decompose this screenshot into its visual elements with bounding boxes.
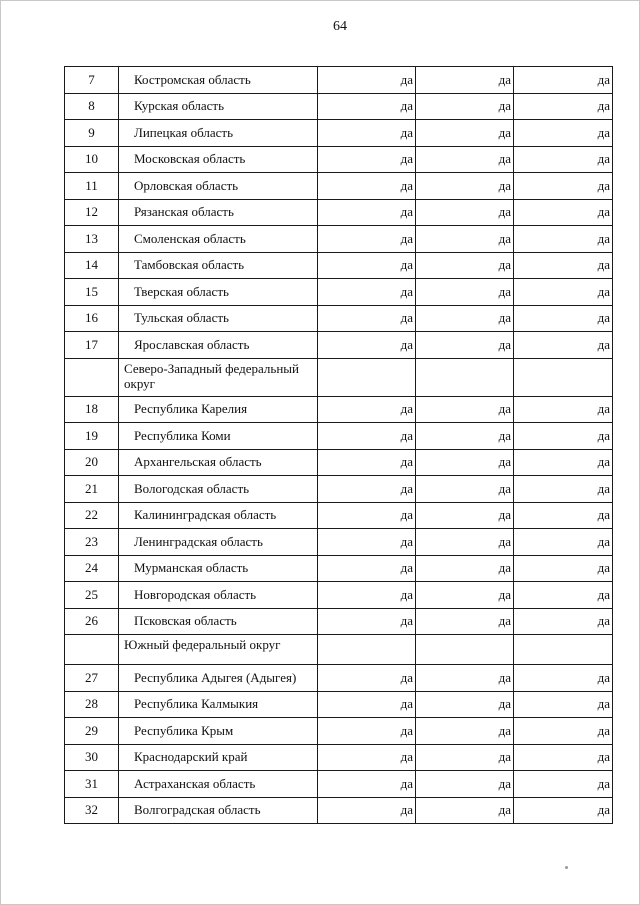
value-cell-3: да [514, 744, 613, 771]
row-number-cell: 10 [65, 146, 119, 173]
section-row [65, 358, 613, 396]
row-number-cell: 16 [65, 305, 119, 332]
row-number-cell: 7 [65, 67, 119, 94]
region-name-cell: Волгоградская область [119, 797, 318, 824]
value-cell-3: да [514, 173, 613, 200]
value-cell-3: да [514, 797, 613, 824]
value-cell-3: да [514, 608, 613, 635]
region-name-cell: Республика Коми [119, 423, 318, 450]
section-number-cell [65, 358, 119, 396]
table-row [65, 279, 613, 306]
value-cell-2: да [416, 555, 514, 582]
table-row [65, 226, 613, 253]
region-name-cell: Республика Крым [119, 718, 318, 745]
region-name-cell: Тверская область [119, 279, 318, 306]
value-cell-1: да [318, 226, 416, 253]
value-cell-1: да [318, 423, 416, 450]
value-cell-2: да [416, 120, 514, 147]
value-cell-2: да [416, 476, 514, 503]
value-cell-2: да [416, 423, 514, 450]
value-cell-2: да [416, 449, 514, 476]
value-cell-3: да [514, 93, 613, 120]
region-name-cell: Курская область [119, 93, 318, 120]
value-cell-1: да [318, 252, 416, 279]
value-cell-2: да [416, 771, 514, 798]
row-number-cell: 28 [65, 691, 119, 718]
value-cell-3: да [514, 718, 613, 745]
value-cell-2: да [416, 252, 514, 279]
value-cell-1: да [318, 771, 416, 798]
row-number-cell: 23 [65, 529, 119, 556]
row-number-cell: 8 [65, 93, 119, 120]
region-name-cell: Ярославская область [119, 332, 318, 359]
value-cell-2: да [416, 67, 514, 94]
region-name-cell: Новгородская область [119, 582, 318, 609]
region-name-cell: Вологодская область [119, 476, 318, 503]
value-cell-1: да [318, 396, 416, 423]
table-row [65, 555, 613, 582]
row-number-cell: 31 [65, 771, 119, 798]
region-name-cell: Краснодарский край [119, 744, 318, 771]
value-cell-2: да [416, 226, 514, 253]
value-cell-2: да [416, 691, 514, 718]
section-value-cell-2 [416, 635, 514, 665]
value-cell-3: да [514, 252, 613, 279]
table-row [65, 744, 613, 771]
value-cell-1: да [318, 555, 416, 582]
value-cell-3: да [514, 502, 613, 529]
region-name-cell: Тульская область [119, 305, 318, 332]
table-row [65, 582, 613, 609]
region-name-cell: Липецкая область [119, 120, 318, 147]
row-number-cell: 12 [65, 199, 119, 226]
value-cell-2: да [416, 608, 514, 635]
region-name-cell: Республика Калмыкия [119, 691, 318, 718]
region-name-cell: Архангельская область [119, 449, 318, 476]
row-number-cell: 18 [65, 396, 119, 423]
region-name-cell: Псковская область [119, 608, 318, 635]
value-cell-1: да [318, 665, 416, 692]
value-cell-3: да [514, 476, 613, 503]
row-number-cell: 27 [65, 665, 119, 692]
section-name-cell: Южный федеральный округ [119, 635, 318, 665]
table-row [65, 199, 613, 226]
region-name-cell: Смоленская область [119, 226, 318, 253]
value-cell-1: да [318, 120, 416, 147]
table-row [65, 608, 613, 635]
page-number: 64 [333, 19, 347, 34]
value-cell-2: да [416, 797, 514, 824]
section-number-cell [65, 635, 119, 665]
table-row [65, 771, 613, 798]
value-cell-3: да [514, 305, 613, 332]
value-cell-3: да [514, 67, 613, 94]
table-row [65, 67, 613, 94]
row-number-cell: 26 [65, 608, 119, 635]
table-row [65, 93, 613, 120]
value-cell-1: да [318, 744, 416, 771]
row-number-cell: 21 [65, 476, 119, 503]
table-row [65, 396, 613, 423]
value-cell-1: да [318, 718, 416, 745]
section-value-cell-1 [318, 358, 416, 396]
table-row [65, 449, 613, 476]
row-number-cell: 17 [65, 332, 119, 359]
region-name-cell: Республика Карелия [119, 396, 318, 423]
value-cell-2: да [416, 199, 514, 226]
value-cell-3: да [514, 665, 613, 692]
value-cell-1: да [318, 449, 416, 476]
regions-table [64, 66, 613, 824]
section-value-cell-2 [416, 358, 514, 396]
section-value-cell-1 [318, 635, 416, 665]
value-cell-2: да [416, 279, 514, 306]
row-number-cell: 14 [65, 252, 119, 279]
region-name-cell: Ленинградская область [119, 529, 318, 556]
value-cell-1: да [318, 279, 416, 306]
value-cell-3: да [514, 529, 613, 556]
row-number-cell: 32 [65, 797, 119, 824]
row-number-cell: 24 [65, 555, 119, 582]
scan-speck [565, 866, 568, 869]
value-cell-3: да [514, 396, 613, 423]
value-cell-2: да [416, 396, 514, 423]
value-cell-3: да [514, 423, 613, 450]
region-name-cell: Тамбовская область [119, 252, 318, 279]
value-cell-2: да [416, 744, 514, 771]
value-cell-2: да [416, 146, 514, 173]
value-cell-2: да [416, 305, 514, 332]
value-cell-2: да [416, 665, 514, 692]
regions-table-body [65, 67, 613, 824]
table-row [65, 691, 613, 718]
value-cell-2: да [416, 582, 514, 609]
region-name-cell: Орловская область [119, 173, 318, 200]
table-row [65, 665, 613, 692]
value-cell-3: да [514, 332, 613, 359]
row-number-cell: 15 [65, 279, 119, 306]
value-cell-2: да [416, 332, 514, 359]
value-cell-1: да [318, 502, 416, 529]
value-cell-3: да [514, 555, 613, 582]
row-number-cell: 11 [65, 173, 119, 200]
value-cell-1: да [318, 199, 416, 226]
value-cell-3: да [514, 146, 613, 173]
region-name-cell: Мурманская область [119, 555, 318, 582]
row-number-cell: 20 [65, 449, 119, 476]
value-cell-2: да [416, 718, 514, 745]
region-name-cell: Костромская область [119, 67, 318, 94]
table-row [65, 120, 613, 147]
region-name-cell: Республика Адыгея (Адыгея) [119, 665, 318, 692]
value-cell-1: да [318, 582, 416, 609]
value-cell-2: да [416, 529, 514, 556]
row-number-cell: 9 [65, 120, 119, 147]
row-number-cell: 22 [65, 502, 119, 529]
value-cell-1: да [318, 332, 416, 359]
table-row [65, 797, 613, 824]
table-row [65, 423, 613, 450]
value-cell-3: да [514, 279, 613, 306]
value-cell-1: да [318, 67, 416, 94]
value-cell-2: да [416, 173, 514, 200]
table-row [65, 718, 613, 745]
row-number-cell: 19 [65, 423, 119, 450]
table-row [65, 332, 613, 359]
section-value-cell-3 [514, 635, 613, 665]
value-cell-3: да [514, 120, 613, 147]
value-cell-3: да [514, 691, 613, 718]
value-cell-2: да [416, 93, 514, 120]
region-name-cell: Московская область [119, 146, 318, 173]
value-cell-1: да [318, 691, 416, 718]
section-row [65, 635, 613, 665]
region-name-cell: Астраханская область [119, 771, 318, 798]
value-cell-2: да [416, 502, 514, 529]
value-cell-1: да [318, 476, 416, 503]
value-cell-1: да [318, 305, 416, 332]
value-cell-3: да [514, 771, 613, 798]
section-name-cell: Северо-Западный федеральный округ [119, 358, 318, 396]
row-number-cell: 29 [65, 718, 119, 745]
value-cell-1: да [318, 608, 416, 635]
row-number-cell: 13 [65, 226, 119, 253]
table-row [65, 252, 613, 279]
region-name-cell: Калининградская область [119, 502, 318, 529]
row-number-cell: 30 [65, 744, 119, 771]
value-cell-1: да [318, 146, 416, 173]
value-cell-1: да [318, 93, 416, 120]
table-row [65, 476, 613, 503]
table-row [65, 146, 613, 173]
value-cell-1: да [318, 797, 416, 824]
value-cell-1: да [318, 173, 416, 200]
table-row [65, 305, 613, 332]
value-cell-3: да [514, 582, 613, 609]
region-name-cell: Рязанская область [119, 199, 318, 226]
row-number-cell: 25 [65, 582, 119, 609]
table-row [65, 173, 613, 200]
value-cell-1: да [318, 529, 416, 556]
table-row [65, 502, 613, 529]
value-cell-3: да [514, 226, 613, 253]
value-cell-3: да [514, 449, 613, 476]
table-row [65, 529, 613, 556]
section-value-cell-3 [514, 358, 613, 396]
value-cell-3: да [514, 199, 613, 226]
